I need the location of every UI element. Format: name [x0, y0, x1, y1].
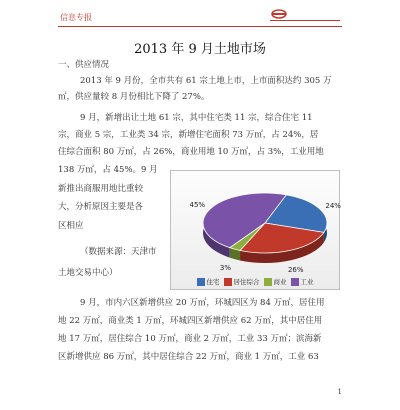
paragraph-1-line-2: ㎡，供应量较 8 月份相比下降了 27%。	[58, 92, 210, 102]
data-source-line-1: （数据来源：天津市	[80, 247, 157, 257]
legend-label-mixed-residential: 居住综合	[233, 278, 260, 286]
legend-item-mixed-residential	[224, 277, 260, 286]
legend-item-residential	[197, 277, 220, 286]
pie-label-commercial: 3%	[219, 263, 231, 272]
legend-swatch-residential	[197, 278, 205, 286]
pie-chart	[170, 170, 340, 290]
paragraph-2-line-2: 宗，商业 5 宗，工业类 34 宗，新增住宅面积 73 万㎡，占 24%，居	[58, 130, 319, 140]
paragraph-2-line-6: 大，分析原因主要是各	[58, 202, 144, 212]
paragraph-3-line-4: 区新增供应 86 万㎡，其中居住综合 22 万㎡，商业 1 万㎡，工业 63	[58, 352, 319, 362]
legend-label-residential: 住宅	[206, 278, 220, 286]
page-number: 1	[337, 388, 342, 396]
pie-top-group	[203, 193, 327, 253]
paragraph-2-line-1: 9 月，新增出让土地 61 宗，其中住宅类 11 宗，综合住宅 11	[80, 113, 313, 123]
legend-swatch-commercial	[264, 278, 272, 286]
pie-label-residential: 24%	[325, 201, 341, 210]
paragraph-2-line-5: 新推出商服用地比重较	[58, 184, 144, 194]
pie-label-mixed-residential: 26%	[287, 265, 304, 274]
chart-legend	[171, 277, 339, 286]
paragraph-3-line-2: 地 22 万㎡，商业类 1 万㎡，环城四区新增供应 62 万㎡，其中居住用	[58, 316, 323, 326]
pie-label-industrial: 45%	[189, 200, 206, 209]
legend-swatch-mixed-residential	[224, 278, 232, 286]
legend-item-commercial	[264, 277, 287, 286]
data-source-line-2: 土地交易中心）	[58, 268, 118, 278]
header-left-text: 信息专报	[60, 13, 92, 22]
pie-chart-svg	[171, 171, 339, 289]
legend-label-industrial: 工业	[300, 278, 314, 286]
paragraph-2-line-4: 138 万㎡，占 45%。9 月	[58, 165, 158, 175]
paragraph-3-line-3: 地 17 万㎡，居住综合 10 万㎡，商业 2 万㎡，工业 33 万㎡；滨海新	[58, 334, 322, 344]
legend-swatch-industrial	[291, 278, 299, 286]
paragraph-1-line-1: 2013 年 9 月份，全市共有 61 宗土地上市，上市面积达约 305 万	[80, 76, 332, 86]
paragraph-2-line-3: 住综合面积 80 万㎡，占 26%，商业用地 10 万㎡，占 3%，工业用地	[58, 147, 324, 157]
header-logo	[270, 8, 340, 22]
legend-item-industrial	[291, 277, 314, 286]
paragraph-3-line-1: 9 月，市内六区新增供应 20 万㎡，环城四区为 84 万㎡，居住用	[80, 298, 325, 308]
paragraph-2-line-7: 区相应	[58, 221, 84, 231]
header-rule	[58, 26, 342, 27]
page-title: 2013 年 9 月土地市场	[134, 42, 266, 57]
section-heading: 一、供应情况	[58, 60, 110, 70]
legend-label-commercial: 商业	[273, 278, 287, 286]
